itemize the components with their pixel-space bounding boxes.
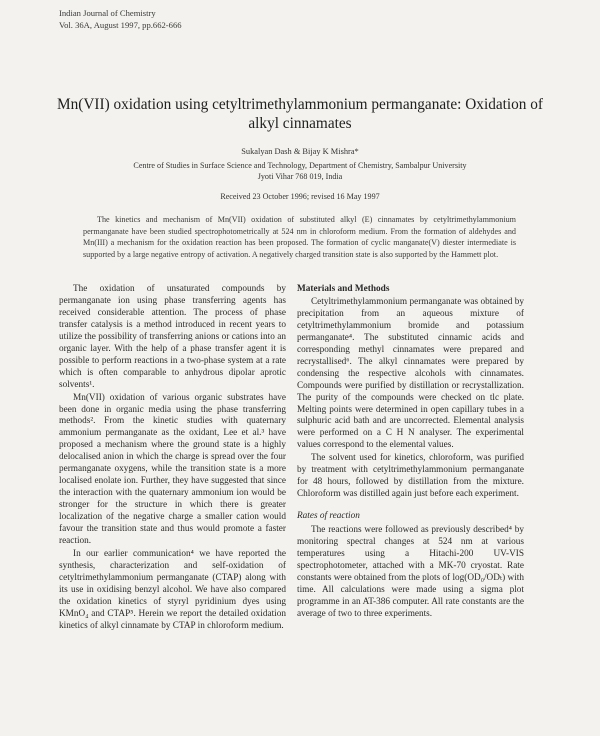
received-dates: Received 23 October 1996; revised 16 May 1997 — [220, 192, 380, 201]
right-column — [297, 284, 524, 621]
left-column — [59, 284, 286, 633]
body-paragraph: Cetyltrimethylammonium permanganate was obtained by precipitation from an aqueous mixture of cetyltrimethylammonium bromide and potassium permanganate⁴. The substituted cinnamic acids and corresponding methyl cinnamates were prepared and recrystallised⁶. The alkyl cinnamates were prepared by condensing the respective alcohols with cinnamates. Compounds were purified by distillation or recrystallization. The purity of the compounds were checked on tlc plate. Melting points were determined in open capillary tubes in a sulphuric acid bath and are uncorrected. Elemental analysis were performed on a C H N analyser. The experimental values correspond to the elemental values. — [297, 296, 524, 451]
body-paragraph: The solvent used for kinetics, chloroform, was purified by treatment with cetyltrimethylammonium permanganate for 48 hours, followed by distillation from the mixture. Chloroform was distilled again just before each experiment. — [297, 453, 524, 500]
article-title: Mn(VII) oxidation using cetyltrimethylammonium permanganate: Oxidation of alkyl cinnamates — [57, 96, 543, 132]
journal-name: Indian Journal of Chemistry — [59, 8, 156, 18]
body-paragraph: The oxidation of unsaturated compounds by permanganate ion using phase transferring agents has received considerable attention. The process of phase transfer catalysis is a method introduced in recent years to utilize the possibility of transferring anions or cations into an organic layer. With the help of a phase transfer agent it is possible to perform reactions in a two-phase system at a rate which is often comparable to anhydrous dipolar aprotic solvents¹. — [59, 284, 286, 390]
body-paragraph: Mn(VII) oxidation of various organic substrates have been done in organic media using the phase transferring methods². From the kinetic studies with quaternary ammonium permanganate as the oxidant, Lee et al.³ have proposed a mechanism where the ground state is a highly delocalised anion in which the charge is spread over the four permanganate oxygens, while the transition state is a more localised enolate ion. Further, they have suggested that since the interaction with the quaternary ammonium ion would be stronger for the structure in which there is greater localization of the negative charge a smaller cation would favour the transition state and thus would promote a faster reaction. — [59, 392, 286, 547]
article-authors: Sukalyan Dash & Bijay K Mishra* — [241, 147, 359, 156]
body-paragraph: The reactions were followed as previously described⁴ by monitoring spectral changes at 524 nm at various temperatures using a Hitachi-200 UV-VIS spectrophotometer, attached with a MK-70 cryostat. Rate constants were obtained from the plots of log(OD₀/ODₜ) with time. All calculations were made using a sigma plot programme in an AT-386 computer. All rate constants are the average of two to three experiments. — [297, 525, 524, 619]
body-paragraph: In our earlier communication⁴ we have reported the synthesis, characterization and self-oxidation of cetyltrimethylammonium permanganate (CTAP) along with its use in oxidising benzyl alcohol. We have also compared the oxidation kinetics of styryl pyridinium dyes using KMnO₄ and CTAP⁵. Herein we report the detailed oxidation kinetics of alkyl cinnamate by CTAP in chloroform medium. — [59, 548, 286, 631]
abstract: The kinetics and mechanism of Mn(VII) oxidation of substituted alkyl (E) cinnamates by cetyltrimethylammonium permanganate have been studied spectrophotometrically at 524 nm in chloroform medium. From the formation of aldehydes and Mn(III) a mechanism for the oxidation reaction has been proposed. The formation of cyclic manganate(V) diester intermediate is supported by a large negative entropy of activation. A negatively charged transition state is also supported by the Hammett plot. — [83, 215, 516, 259]
journal-header — [59, 8, 182, 31]
author-affiliation — [40, 160, 560, 182]
journal-volume: Vol. 36A, August 1997, pp.662-666 — [59, 19, 182, 30]
subsection-heading-rates: Rates of reaction — [297, 511, 360, 522]
section-heading-materials-methods: Materials and Methods — [297, 284, 390, 294]
affiliation-line-2: Jyoti Vihar 768 019, India — [257, 172, 343, 181]
affiliation-line-1: Centre of Studies in Surface Science and Technology, Department of Chemistry, Sambalpur University — [133, 161, 467, 170]
